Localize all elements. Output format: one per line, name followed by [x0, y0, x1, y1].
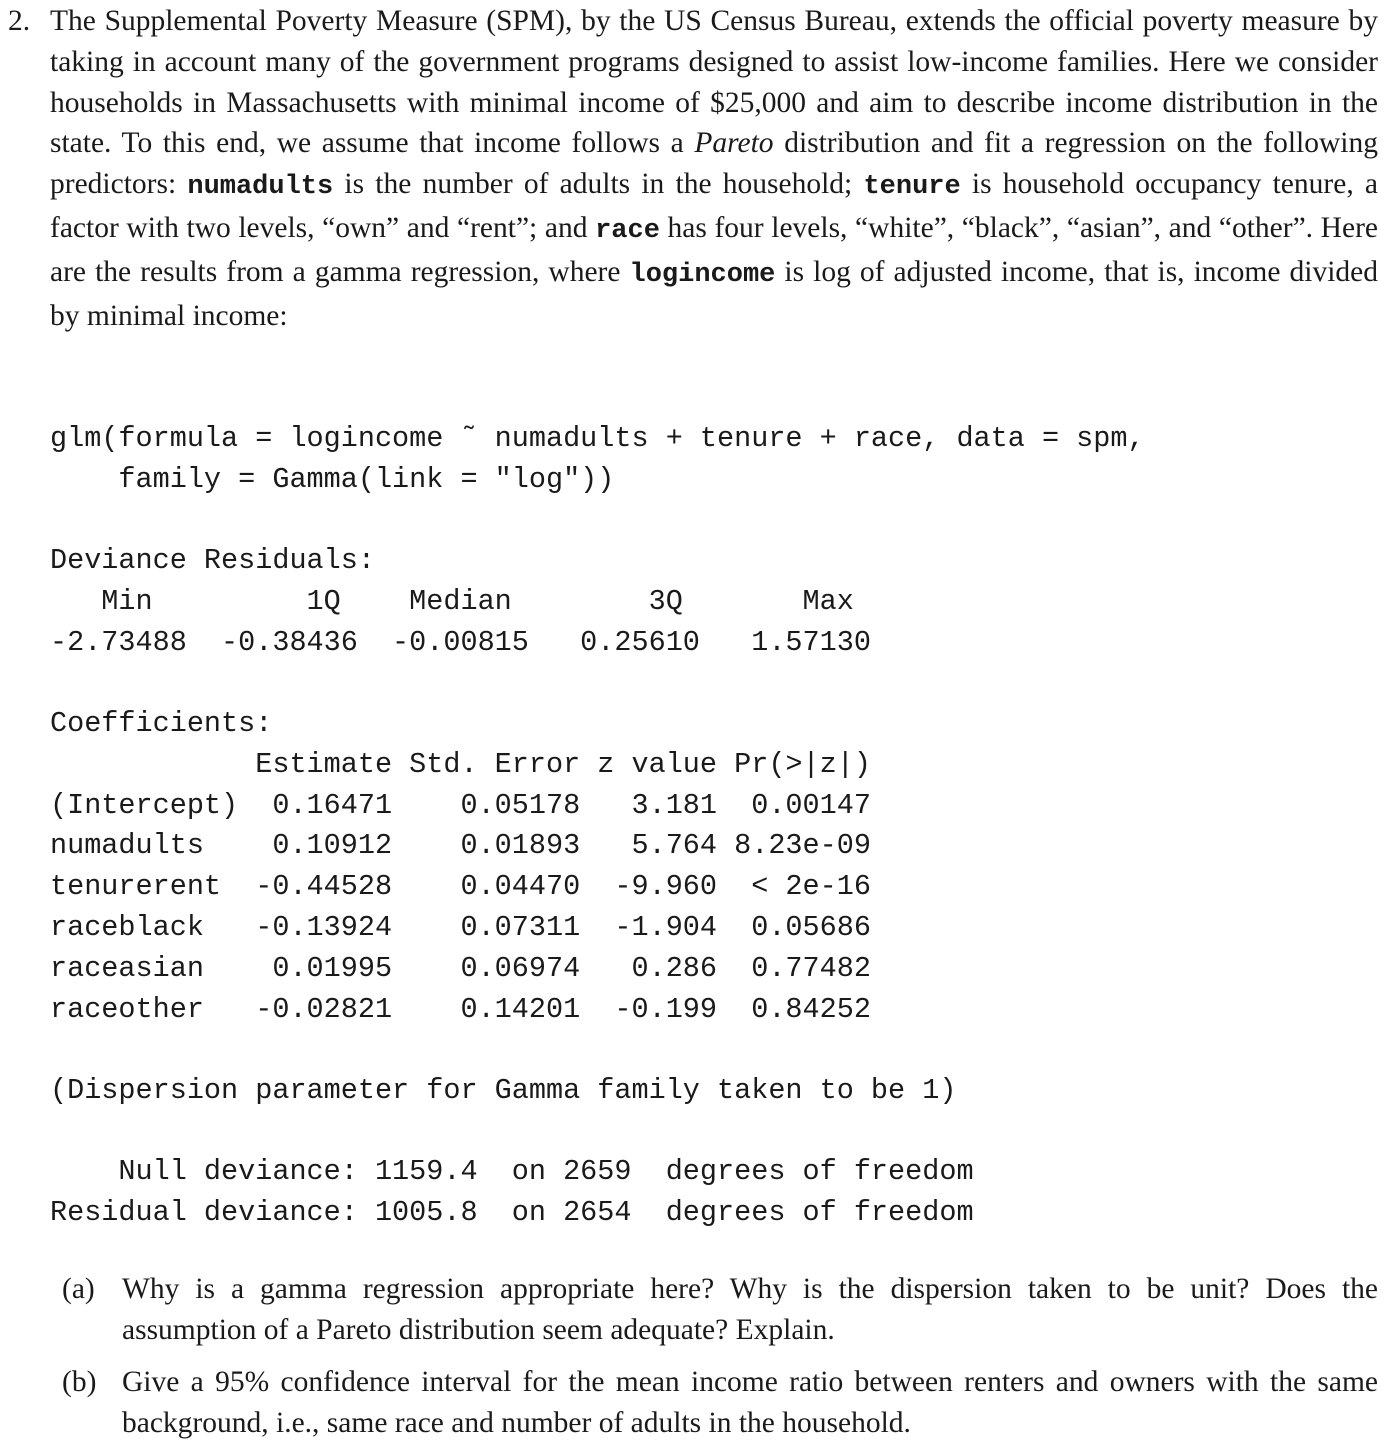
null-deviance-line: Null deviance: 1159.4 on 2659 degrees of freedom	[50, 1155, 974, 1188]
coefficient-row-raceother: raceother -0.02821 0.14201 -0.199 0.84252	[50, 992, 871, 1026]
inline-code-tenure: tenure	[863, 172, 961, 203]
intro-text-segment: is the number of adults in the household;	[333, 168, 864, 201]
deviance-residuals-header: Min 1Q Median 3Q Max	[50, 584, 854, 618]
glm-call-line-2: family = Gamma(link = "log"))	[50, 462, 615, 496]
problem-number: 2.	[8, 5, 31, 37]
intro-text-segment: is log of adjusted income, that is, income divided by minimal income:	[50, 255, 1378, 332]
problem-intro	[50, 1, 1378, 336]
coefficients-title: Coefficients:	[50, 707, 273, 740]
coefficient-row-numadults: numadults 0.10912 0.01893 5.764 8.23e-09	[50, 829, 871, 863]
residual-deviance-line: Residual deviance: 1005.8 on 2654 degrees of freedom	[50, 1195, 974, 1229]
question-b-label: (b)	[62, 1366, 97, 1398]
question-a-label: (a)	[62, 1273, 95, 1305]
intro-text-segment: is household occupancy tenure, a factor with two levels, “own” and “rent”; and	[50, 168, 1379, 244]
deviance-residuals	[50, 541, 871, 663]
intro-text-segment: has four levels, “white”, “black”, “asian”, and “other”. Here are the results from a gamma regression, where	[50, 211, 1378, 288]
coefficient-row-tenurerent: tenurerent -0.44528 0.04470 -9.960 < 2e-16	[50, 870, 871, 904]
coefficients-header: Estimate Std. Error z value Pr(>|z|)	[50, 747, 871, 781]
deviance-summary	[50, 1152, 974, 1234]
coefficient-row-intercept: (Intercept) 0.16471 0.05178 3.181 0.00147	[50, 788, 871, 822]
intro-text-segment: distribution and fit a regression on the following predictors:	[50, 127, 1378, 201]
inline-code-logincome: logincome	[629, 259, 776, 290]
emphasis-text: Pareto	[694, 127, 774, 160]
deviance-residuals-title: Deviance Residuals:	[50, 544, 375, 577]
glm-call	[50, 419, 1145, 501]
inline-code-numadults: numadults	[187, 172, 334, 203]
question-a-text: Why is a gamma regression appropriate here? Why is the dispersion taken to be unit? Does the assumption of a Pareto distribution seem adequate? Explain.	[122, 1273, 1378, 1346]
coefficients-table	[50, 704, 871, 1030]
question-b-text: Give a 95% confidence interval for the mean income ratio between renters and owners with the same background, i.e., same race and number of adults in the household.	[122, 1366, 1378, 1439]
coefficient-row-raceblack: raceblack -0.13924 0.07311 -1.904 0.05686	[50, 910, 871, 944]
deviance-residuals-values: -2.73488 -0.38436 -0.00815 0.25610 1.57130	[50, 625, 871, 659]
inline-code-race: race	[595, 215, 660, 246]
intro-text-segment: The Supplemental Poverty Measure (SPM), by the US Census Bureau, extends the official poverty measure by taking in account many of the government programs designed to assist low-income families. Here we consider households in Massachusetts with minimal income of $25,000 and aim to describe income distribution in the state. To this end, we assume that income follows a	[50, 5, 1378, 160]
glm-call-line-1: glm(formula = logincome ˜ numadults + tenure + race, data = spm,	[50, 422, 1145, 455]
coefficient-row-raceasian: raceasian 0.01995 0.06974 0.286 0.77482	[50, 951, 871, 985]
dispersion-note: (Dispersion parameter for Gamma family taken to be 1)	[50, 1074, 957, 1107]
